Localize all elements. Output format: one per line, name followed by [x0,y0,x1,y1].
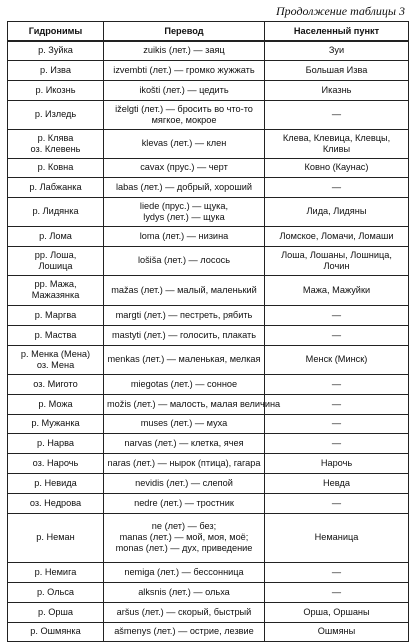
hydronym-cell-line: р. Неман [36,532,75,543]
translation-cell-line: menkas (лет.) — маленькая, мелкая [107,354,261,365]
hydronym-cell [8,473,104,493]
settlement-cell-line: Лоша, Лошаны, Лошница, [281,249,392,260]
hydronym-cell [8,275,104,305]
settlement-cell-line: — [331,378,342,389]
settlement-cell [265,345,409,374]
translation-cell-line: ašmenys (лет.) — острие, лезвие [114,626,254,637]
translation-cell [104,414,265,433]
translation-cell [104,622,265,641]
table-row [8,513,409,562]
hydronym-cell-line: р. Маства [34,329,77,340]
hydronym-cell [8,602,104,622]
settlement-cell [265,177,409,197]
table-row [8,453,409,473]
hydronym-cell-line: рр. Лоша, [34,249,77,260]
hydronym-cell-line: Лошица [38,260,73,271]
translation-cell [104,100,265,129]
translation-cell-line: мягкое, мокрое [151,114,217,125]
translation-cell [104,433,265,453]
settlement-cell-line: Клева, Клевица, Клевцы, [282,132,391,143]
translation-cell [104,129,265,158]
settlement-cell [265,197,409,226]
translation-cell-line: nevidis (лет.) — слепой [135,477,233,488]
translation-cell-line: iželgti (лет.) — бросить во что-то [115,103,253,114]
header-translation: Перевод [104,22,265,42]
table-row [8,177,409,197]
hydronym-cell-line: р. Маргва [34,309,77,320]
translation-cell-line: možis (лет.) — малость, малая величина [107,398,281,409]
hydronym-cell [8,414,104,433]
settlement-cell [265,414,409,433]
table-row [8,80,409,100]
translation-cell-line: ne (лет) — без; [151,521,217,532]
table-row [8,582,409,602]
table-row [8,305,409,325]
hydronym-cell [8,582,104,602]
header-hydronyms: Гидронимы [8,22,104,42]
translation-cell [104,226,265,246]
translation-cell-line: zuikis (лет.) — заяц [143,45,225,56]
translation-cell [104,325,265,345]
hydronym-cell [8,246,104,275]
translation-cell-line: cavax (прус.) — черт [140,162,228,173]
translation-cell [104,275,265,305]
translation-cell [104,582,265,602]
translation-cell-line: mastyti (лет.) — голосить, плакать [112,329,256,340]
settlement-cell [265,513,409,562]
settlement-cell-line: Большая Изва [305,64,368,75]
hydronym-cell-line: оз. Недрова [29,497,82,508]
hydronym-cell-line: оз. Мигото [33,378,78,389]
hydronym-cell [8,493,104,513]
table-row [8,345,409,374]
hydronym-cell [8,226,104,246]
hydronym-cell [8,129,104,158]
hydronym-cell [8,622,104,641]
hydronym-cell [8,562,104,582]
settlement-cell [265,582,409,602]
translation-cell-line: ikošti (лет.) — цедить [139,84,229,95]
settlement-cell-line: Невда [323,477,350,488]
settlement-cell-line: Кливы [322,143,351,154]
table-row [8,129,409,158]
translation-cell-line: alksnis (лет.) — ольха [138,586,230,597]
translation-cell [104,374,265,394]
hydronym-cell-line: р. Лидянка [32,206,79,217]
settlement-cell [265,158,409,177]
hydronym-cell [8,345,104,374]
settlement-cell-line: — [331,181,342,192]
hydronym-cell-line: рр. Мажа, [34,279,77,290]
table-row [8,60,409,80]
translation-cell-line: liede (прус.) — щука, [139,200,229,211]
settlement-cell-line: — [331,109,342,120]
translation-cell-line: loma (лет.) — низина [139,230,229,241]
translation-cell [104,158,265,177]
settlement-cell [265,80,409,100]
hydronym-cell-line: р. Ошмянка [30,626,81,637]
translation-cell-line: izvembti (лет.) — громко жужжать [113,64,255,75]
translation-cell-line: monas (лет.) — дух, приведение [115,542,253,553]
hydronym-cell [8,197,104,226]
translation-cell-line: miegotas (лет.) — сонное [130,378,238,389]
settlement-cell [265,100,409,129]
table-row [8,562,409,582]
hydronym-cell-line: р. Зуйка [38,45,73,56]
translation-cell [104,453,265,473]
settlement-cell-line: — [331,329,342,340]
settlement-cell [265,374,409,394]
settlement-cell-line: — [331,437,342,448]
settlement-cell [265,562,409,582]
settlement-cell [265,394,409,414]
settlement-cell-line: Мажа, Мажуйки [302,284,371,295]
hydronym-cell-line: р. Нарва [37,437,74,448]
hydronym-cell-line: р. Лома [39,230,72,241]
table-row [8,433,409,453]
hydronym-cell [8,433,104,453]
hydronym-cell-line: оз. Мена [36,359,75,370]
settlement-cell [265,305,409,325]
translation-cell-line: nemiga (лет.) — бессонница [124,566,244,577]
table-continuation-caption: Продолжение таблицы 3 [275,4,405,18]
table-row [8,197,409,226]
translation-cell [104,246,265,275]
translation-cell [104,602,265,622]
header-settlement: Населенный пункт [265,22,409,42]
table-row [8,622,409,641]
settlement-cell-line: Неманица [314,532,359,543]
hydronym-cell-line: р. Можа [38,398,73,409]
translation-cell-line: labas (лет.) — добрый, хороший [116,181,252,192]
hydronym-cell [8,453,104,473]
table-row [8,275,409,305]
settlement-cell [265,275,409,305]
hydronym-cell-line: р. Невида [34,477,77,488]
settlement-cell-line: — [331,497,342,508]
hydronym-cell-line: р. Изледь [34,109,77,120]
settlement-cell-line: Иказнь [321,84,352,95]
hydronym-cell-line: р. Ковна [37,162,74,173]
settlement-cell [265,41,409,60]
table-row [8,246,409,275]
settlement-cell-line: Нарочь [320,457,353,468]
hydronym-cell-line: р. Немига [34,566,77,577]
translation-cell [104,305,265,325]
settlement-cell-line: — [331,418,342,429]
hydronym-cell [8,60,104,80]
translation-cell-line: lošiša (лет.) — лосось [137,255,231,266]
hydronym-cell [8,394,104,414]
translation-cell [104,197,265,226]
translation-cell-line: mažas (лет.) — малый, маленький [111,284,257,295]
settlement-cell-line: Лида, Лидяны [306,206,367,217]
translation-cell [104,513,265,562]
table-row [8,602,409,622]
settlement-cell [265,129,409,158]
translation-cell [104,473,265,493]
settlement-cell [265,246,409,275]
translation-cell-line: aršus (лет.) — скорый, быстрый [116,606,252,617]
translation-cell [104,41,265,60]
translation-cell-line: muses (лет.) — муха [140,418,228,429]
table-row [8,226,409,246]
settlement-cell-line: — [331,566,342,577]
hydronym-cell [8,374,104,394]
settlement-cell [265,622,409,641]
hydronym-cell-line: р. Мужанка [31,418,80,429]
settlement-cell [265,60,409,80]
translation-cell-line: klevas (лет.) — клен [141,138,227,149]
translation-cell [104,345,265,374]
translation-cell [104,177,265,197]
hydronym-cell [8,177,104,197]
hydronym-cell [8,305,104,325]
settlement-cell-line: — [331,309,342,320]
hydronyms-table [7,21,409,642]
hydronym-cell [8,100,104,129]
settlement-cell-line: — [331,586,342,597]
table-row [8,473,409,493]
table-row [8,100,409,129]
hydronym-cell-line: оз. Нарочь [32,457,79,468]
translation-cell [104,80,265,100]
settlement-cell [265,473,409,493]
translation-cell-line: lydys (лет.) — щука [143,211,225,222]
hydronym-cell [8,41,104,60]
settlement-cell-line: Ломское, Ломачи, Ломаши [279,230,394,241]
settlement-cell-line: Ковно (Каунас) [304,162,369,173]
settlement-cell-line: Орша, Оршаны [303,606,370,617]
hydronym-cell-line: р. Изва [40,64,71,75]
table-row [8,414,409,433]
settlement-cell [265,453,409,473]
settlement-cell-line: — [331,398,342,409]
hydronym-cell [8,80,104,100]
translation-cell-line: naras (лет.) — нырок (птица), гагара [107,457,261,468]
settlement-cell-line: Менск (Минск) [305,354,368,365]
hydronym-cell-line: оз. Клевень [30,143,81,154]
table-row [8,41,409,60]
hydronym-cell-line: р. Клява [37,132,74,143]
hydronym-cell [8,158,104,177]
hydronym-cell-line: р. Лабжанка [29,181,82,192]
hydronym-cell-line: р. Ольса [36,586,75,597]
table-row [8,493,409,513]
hydronym-cell [8,513,104,562]
settlement-cell [265,325,409,345]
settlement-cell [265,602,409,622]
translation-cell-line: nedre (лет.) — тростник [134,497,234,508]
settlement-cell-line: Зуи [328,45,345,56]
translation-cell [104,394,281,414]
translation-cell [104,60,265,80]
table-header-row [8,22,409,42]
table-row [8,374,409,394]
settlement-cell [265,433,409,453]
table-row [8,158,409,177]
hydronym-cell [8,325,104,345]
hydronym-cell-line: Мажазянка [31,290,80,300]
translation-cell [104,493,265,513]
hydronym-cell-line: р. Менка (Мена) [20,348,91,359]
hydronym-cell-line: р. Икознь [35,84,76,95]
translation-cell-line: manas (лет.) — мой, моя, моё; [119,532,249,543]
table-row [8,325,409,345]
table-row [8,394,409,414]
translation-cell-line: narvas (лет.) — клетка, ячея [124,437,244,448]
table-body [8,41,409,641]
settlement-cell [265,226,409,246]
settlement-cell [265,493,409,513]
settlement-cell-line: Лочин [323,260,350,271]
settlement-cell-line: Ошмяны [317,626,356,637]
translation-cell [104,562,265,582]
hydronym-cell-line: р. Орша [38,606,73,617]
translation-cell-line: margti (лет.) — пестреть, рябить [115,309,253,320]
